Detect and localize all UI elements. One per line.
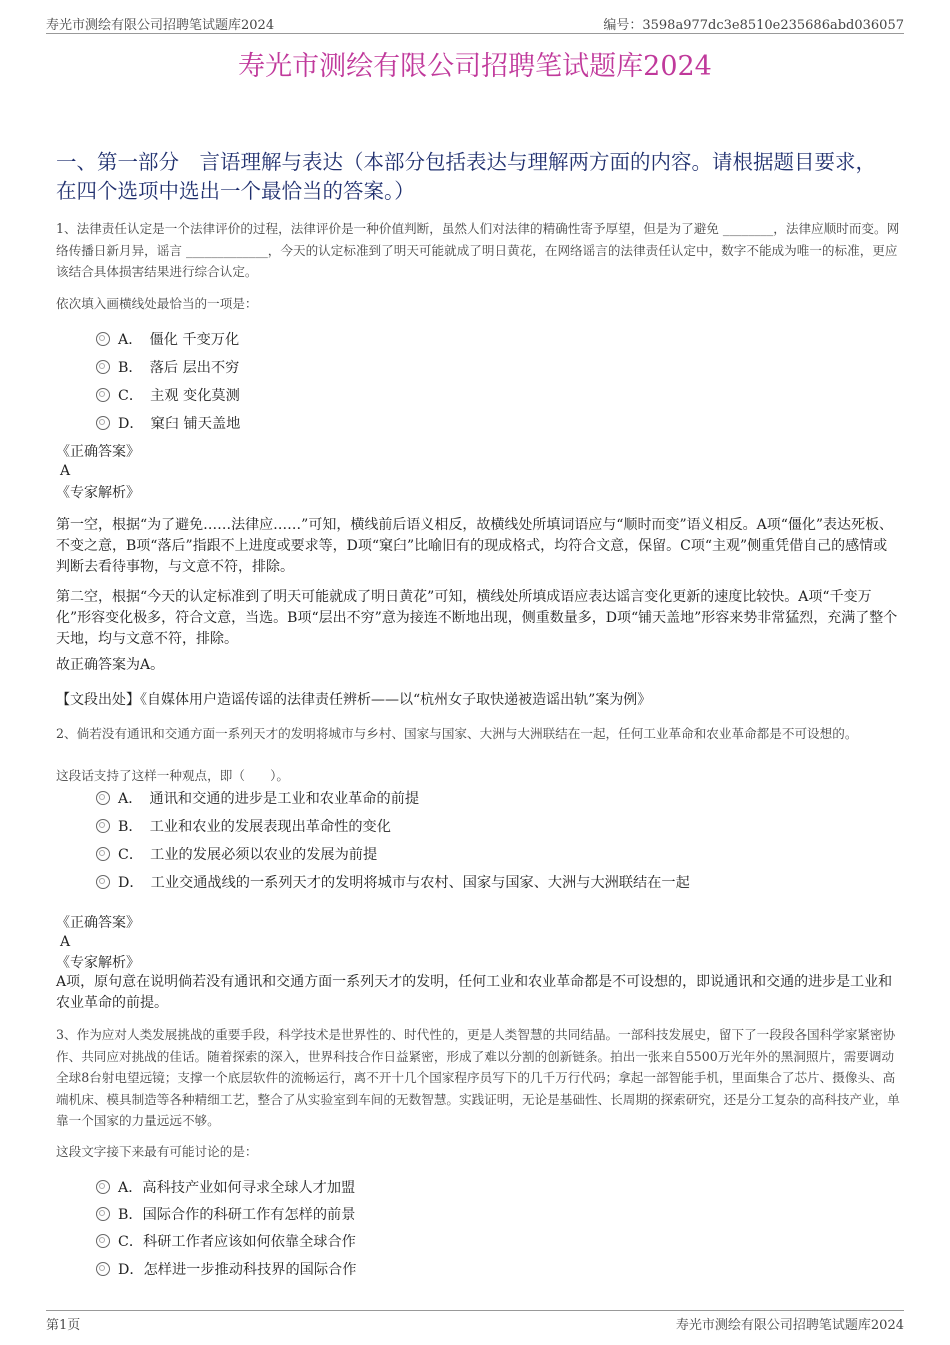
question-2-option-a[interactable]: A． 通讯和交通的进步是工业和农业革命的前提	[96, 788, 419, 808]
question-1-option-c[interactable]: C． 主观 变化莫测	[96, 385, 240, 405]
radio-icon[interactable]	[96, 360, 110, 374]
question-3-option-b[interactable]: B．国际合作的科研工作有怎样的前景	[96, 1204, 355, 1224]
radio-icon[interactable]	[96, 1262, 110, 1276]
question-3-prompt: 这段文字接下来最有可能讨论的是：	[56, 1144, 258, 1159]
source-citation: 【文段出处】《自媒体用户造谣传谣的法律责任辨析——以“杭州女子取快递被造谣出轨”案为例》	[56, 692, 652, 708]
question-1-prompt: 依次填入画横线处最恰当的一项是：	[56, 296, 258, 311]
radio-icon[interactable]	[96, 847, 110, 861]
radio-icon[interactable]	[96, 1207, 110, 1221]
question-2-option-d[interactable]: D． 工业交通战线的一系列天才的发明将城市与农村、国家与国家、大洲与大洲联结在一起	[96, 872, 690, 892]
footer-title: 寿光市测绘有限公司招聘笔试题库2024	[675, 1318, 904, 1333]
answer-value: A	[60, 934, 71, 950]
analysis-paragraph: A项，原句意在说明倘若没有通讯和交通方面一系列天才的发明，任何工业和农业革命都是不可设想的，即说通讯和交通的进步是工业和农业革命的前提。	[56, 974, 893, 1011]
question-1-stem: 1、法律责任认定是一个法律评价的过程，法律评价是一种价值判断，虽然人们对法律的精确性寄予厚望，但是为了避免 ________，法律应顺时而变。网络传播日新月异，谣言 _____________，今天的认定标准到了明天可能就成了明日黄花，在网络谣言的法律责任认定中，数字不能成为唯一的标准，更应该结合具体损害结果进行综合认定。	[56, 221, 900, 279]
answer-label: 《正确答案》	[56, 915, 140, 931]
radio-icon[interactable]	[96, 819, 110, 833]
radio-icon[interactable]	[96, 791, 110, 805]
analysis-label: 《专家解析》	[56, 485, 140, 501]
question-1-option-a[interactable]: A． 僵化 千变万化	[96, 329, 239, 349]
question-3-option-a[interactable]: A．高科技产业如何寻求全球人才加盟	[96, 1177, 355, 1197]
question-3-option-d[interactable]: D．怎样进一步推动科技界的国际合作	[96, 1259, 356, 1279]
analysis-conclusion: 故正确答案为A。	[56, 657, 165, 673]
answer-label: 《正确答案》	[56, 444, 140, 460]
analysis-paragraph: 第二空，根据“今天的认定标准到了明天可能就成了明日黄花”可知，横线处所填成语应表达谣言变化更新的速度比较快。A项“千变万化”形容变化极多，符合文意，当选。B项“层出不穷”意为接连不断地出现，侧重数量多，D项“铺天盖地”形容来势非常猛烈，充满了整个天地，均与文意不符，排除。	[56, 589, 898, 647]
radio-icon[interactable]	[96, 388, 110, 402]
radio-icon[interactable]	[96, 1234, 110, 1248]
radio-icon[interactable]	[96, 332, 110, 346]
radio-icon[interactable]	[96, 1180, 110, 1194]
analysis-paragraph: 第一空，根据“为了避免……法律应……”可知，横线前后语义相反，故横线处所填词语应与“顺时而变”语义相反。A项“僵化”表达死板、不变之意，B项“落后”指跟不上进度或要求等，D项“窠臼”比喻旧有的现成格式，均符合文意，保留。C项“主观”侧重凭借自己的感情或判断去看待事物，与文意不符，排除。	[56, 517, 894, 575]
answer-value: A	[60, 463, 71, 479]
question-2-stem: 2、倘若没有通讯和交通方面一系列天才的发明将城市与乡村、国家与国家、大洲与大洲联结在一起，任何工业革命和农业革命都是不可设想的。	[56, 726, 858, 741]
header-right: 编号：3598a977dc3e8510e235686abd036057	[603, 18, 904, 33]
page-number: 第1页	[46, 1318, 81, 1333]
question-3-stem: 3、作为应对人类发展挑战的重要手段，科学技术是世界性的、时代性的，更是人类智慧的共同结晶。一部科技发展史，留下了一段段各国科学家紧密协作、共同应对挑战的佳话。随着探索的深入，世界科技合作日益紧密，形成了难以分割的创新链条。拍出一张来自5500万光年外的黑洞照片，需要调动全球8台射电望远镜；支撑一个底层软件的流畅运行，离不开十几个国家程序员写下的几千万行代码；拿起一部智能手机，里面集合了芯片、摄像头、高端机床、模具制造等各种精细工艺，整合了从实验室到车间的无数智慧。实践证明，无论是基础性、长周期的探索研究，还是分工复杂的高科技产业，单靠一个国家的力量远远不够。	[56, 1027, 900, 1128]
question-3-option-c[interactable]: C．科研工作者应该如何依靠全球合作	[96, 1231, 356, 1251]
radio-icon[interactable]	[96, 416, 110, 430]
radio-icon[interactable]	[96, 875, 110, 889]
footer-divider	[46, 1310, 904, 1311]
section-heading: 一、第一部分 言语理解与表达（本部分包括表达与理解两方面的内容。请根据题目要求，在四个选项中选出一个最恰当的答案。）	[56, 150, 876, 203]
question-2-option-b[interactable]: B． 工业和农业的发展表现出革命性的变化	[96, 816, 391, 836]
question-1-option-d[interactable]: D． 窠臼 铺天盖地	[96, 413, 240, 433]
question-2-option-c[interactable]: C． 工业的发展必须以农业的发展为前提	[96, 844, 377, 864]
header-divider	[46, 33, 904, 34]
page-title: 寿光市测绘有限公司招聘笔试题库2024	[238, 51, 712, 82]
question-2-prompt: 这段话支持了这样一种观点，即（ ）。	[56, 768, 289, 783]
analysis-label: 《专家解析》	[56, 955, 140, 971]
header-left: 寿光市测绘有限公司招聘笔试题库2024	[46, 18, 275, 33]
question-1-option-b[interactable]: B． 落后 层出不穷	[96, 357, 239, 377]
